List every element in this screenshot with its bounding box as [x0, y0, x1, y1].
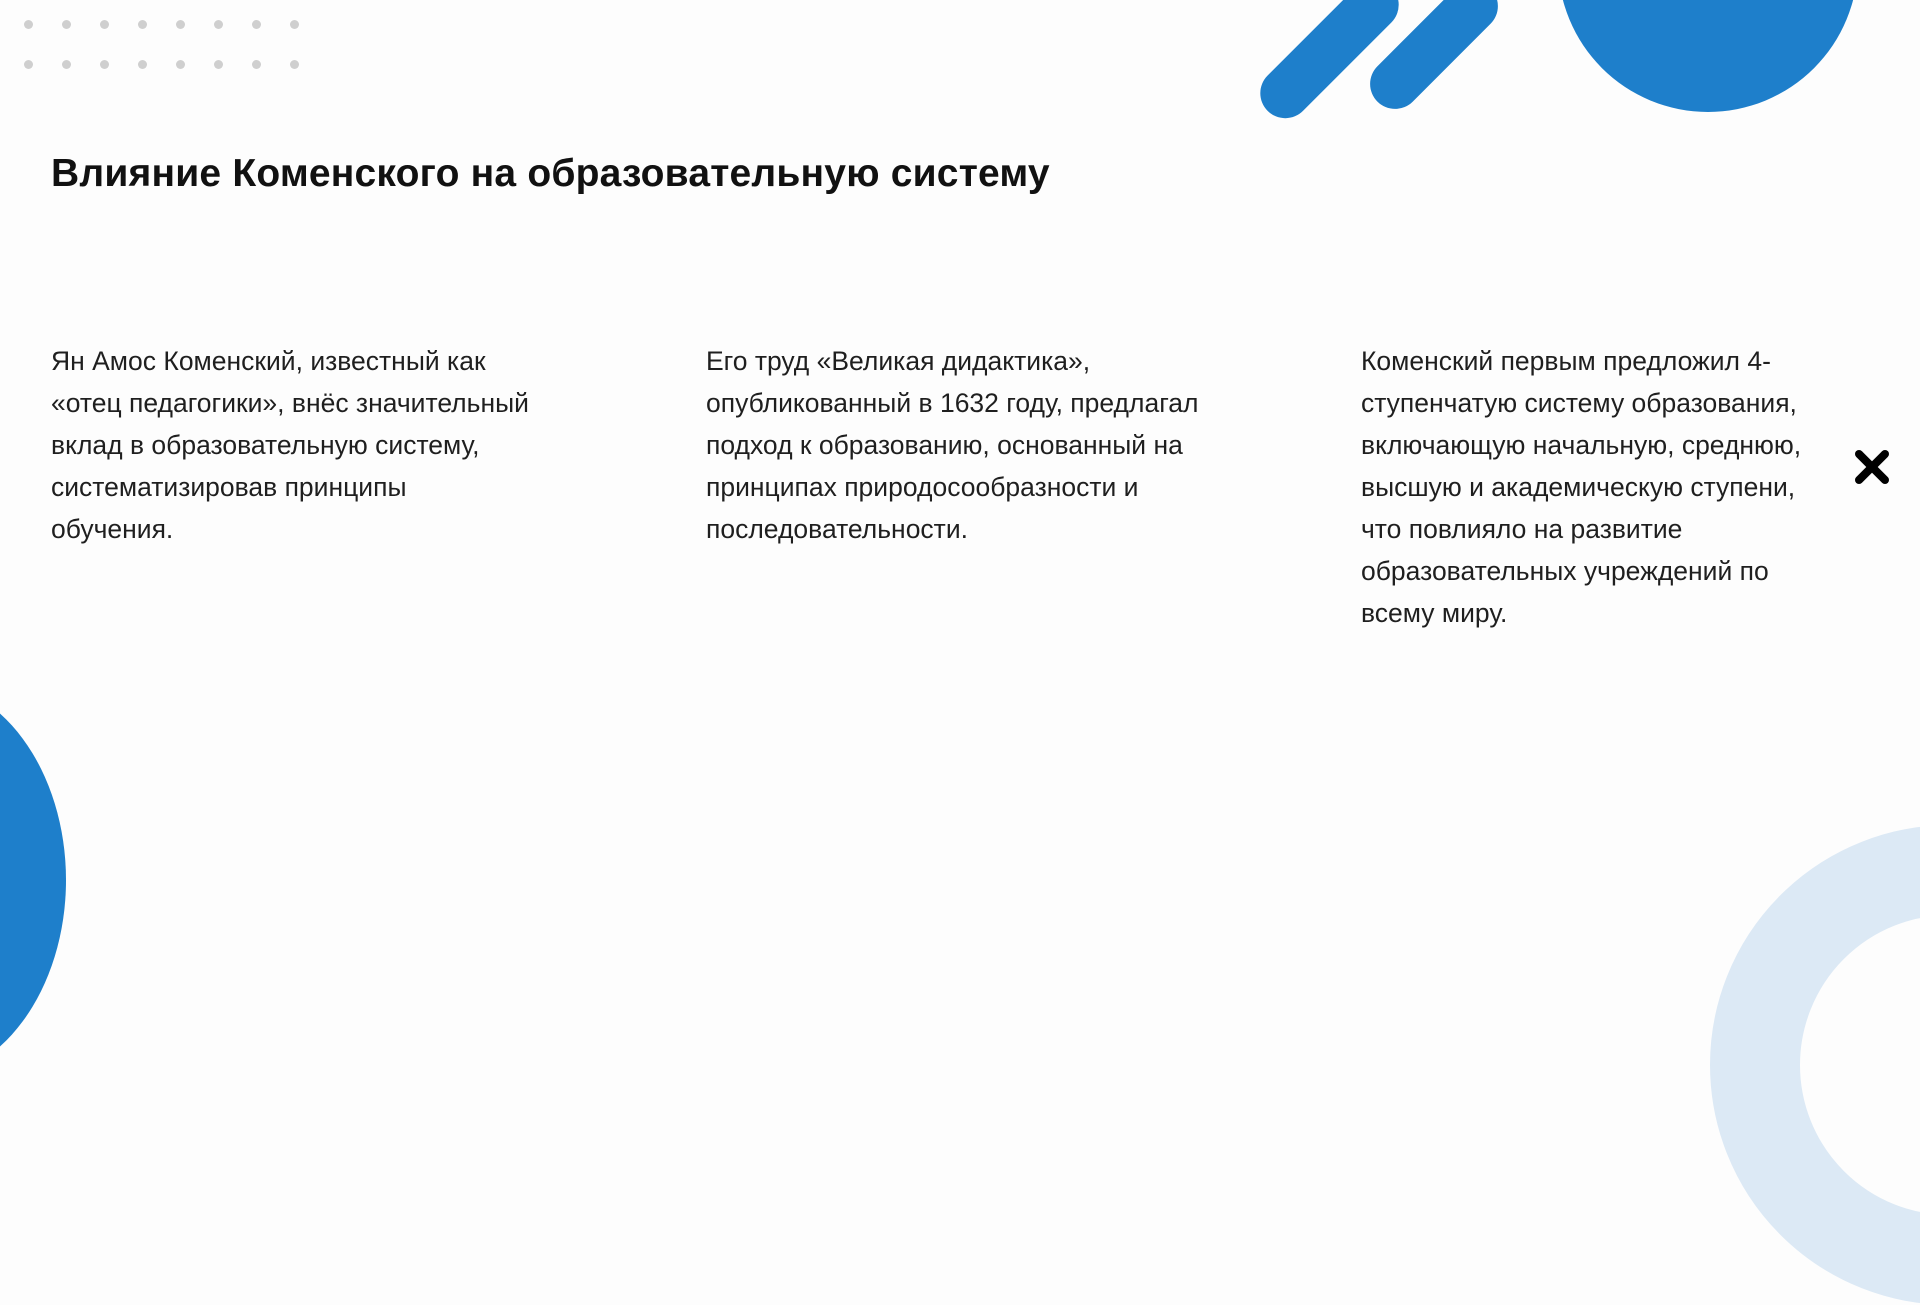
decorative-dot — [100, 60, 109, 69]
decorative-dot — [176, 60, 185, 69]
decorative-dot — [252, 60, 261, 69]
decorative-dot-grid — [24, 20, 304, 80]
slide-title: Влияние Коменского на образовательную систему — [51, 152, 1050, 195]
decorative-circle-top — [1558, 0, 1858, 112]
decorative-circle-left — [0, 680, 66, 1080]
decorative-dot — [176, 20, 185, 29]
close-button[interactable] — [1852, 447, 1892, 487]
decorative-dot — [214, 20, 223, 29]
decorative-dot — [290, 20, 299, 29]
decorative-dot — [62, 60, 71, 69]
decorative-dot — [24, 20, 33, 29]
decorative-dot — [100, 20, 109, 29]
text-column-3: Коменский первым предложил 4-ступенчатую систему образования, включающую начальную, среднюю, высшую и академическую ступени, что повлияло на развитие образовательных учреждений по всему миру. — [1361, 346, 1802, 628]
decorative-dot — [252, 20, 261, 29]
decorative-ring — [1710, 825, 1920, 1305]
decorative-dot — [214, 60, 223, 69]
close-icon — [1852, 447, 1892, 487]
decorative-dot — [24, 60, 33, 69]
decorative-dot — [138, 20, 147, 29]
decorative-dot — [138, 60, 147, 69]
decorative-dot — [62, 20, 71, 29]
text-column-1: Ян Амос Коменский, известный как «отец педагогики», внёс значительный вклад в образовательную систему, систематизировав принципы обучения. — [51, 346, 529, 544]
decorative-dot — [290, 60, 299, 69]
text-column-2: Его труд «Великая дидактика», опубликованный в 1632 году, предлагал подход к образованию, основанный на принципах природосообразности и последовательности. — [706, 346, 1199, 544]
